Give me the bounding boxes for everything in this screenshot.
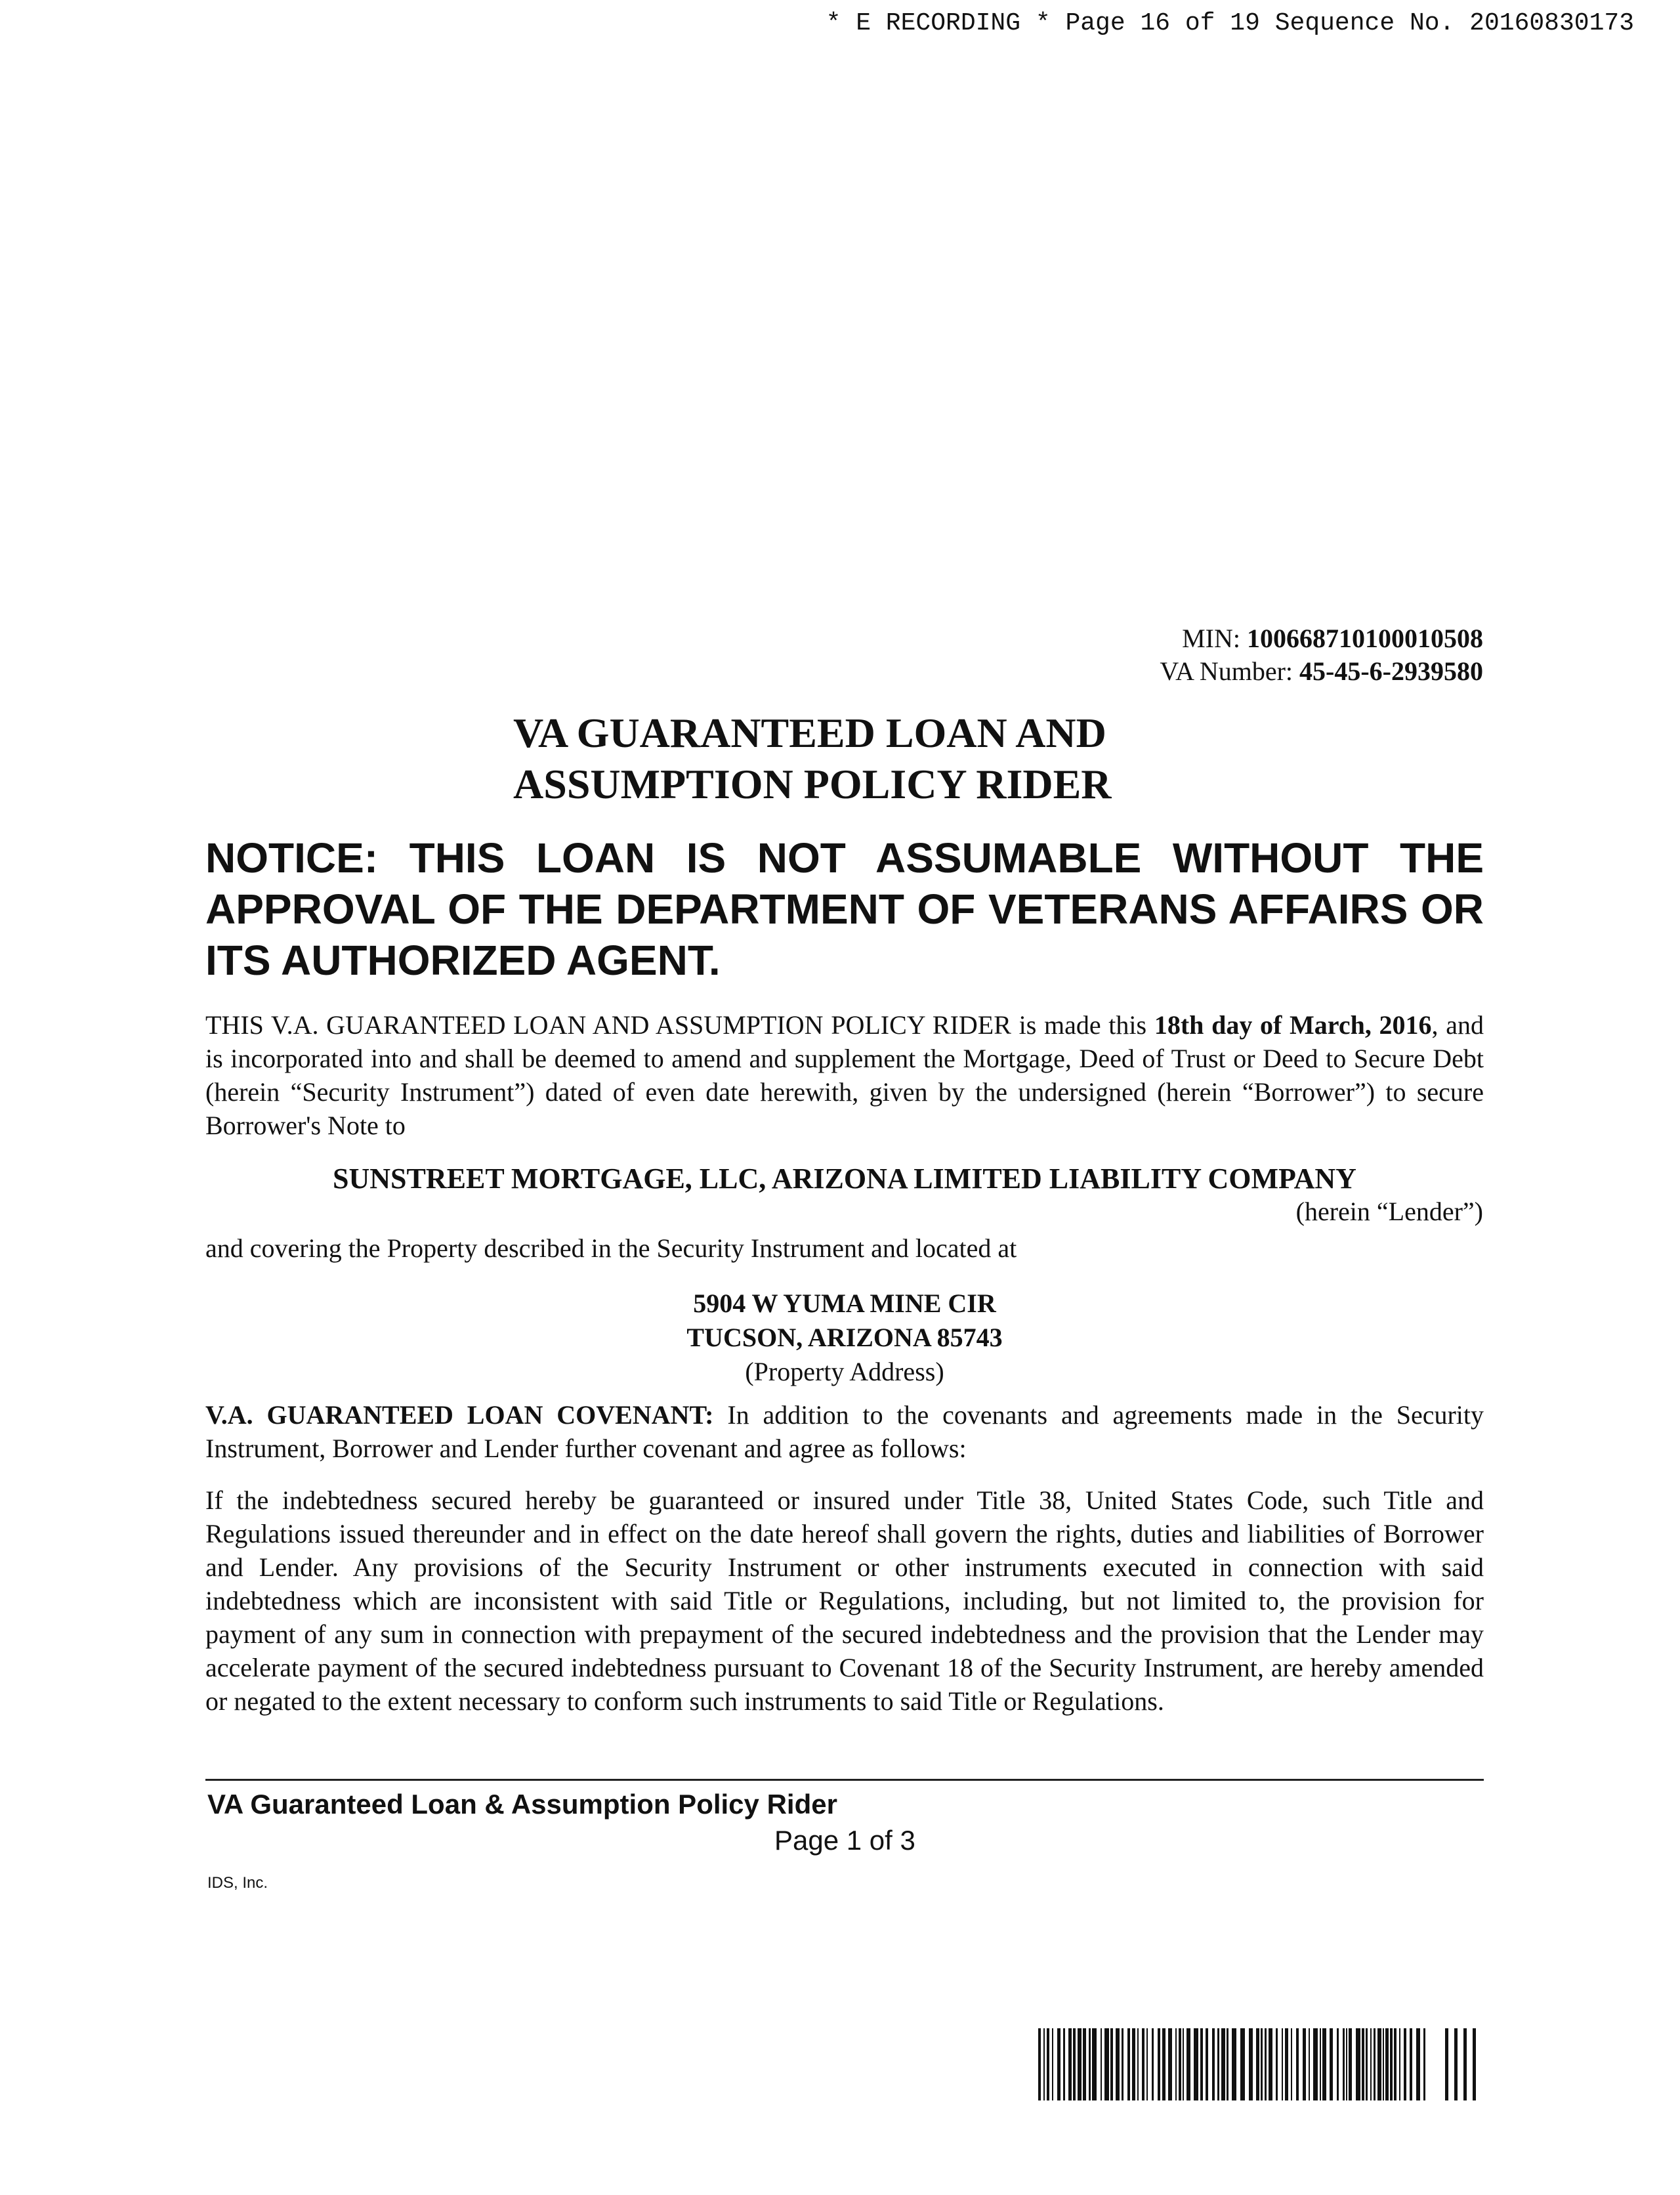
rider-date: 18th day of March, 2016 — [1154, 1010, 1432, 1040]
title-line-1: VA GUARANTEED LOAN AND — [513, 710, 1106, 756]
footer-divider — [205, 1779, 1484, 1781]
intro-text-2: , and is incorporated into and shall be deemed to amend and supplement the Mortgage, Deed of Trust or Deed to Secure Debt (herein “Security Instrument”) dated of even date herewith, given by the undersigned (herein “Borrower”) to secure Borrower's Note to — [205, 1010, 1484, 1140]
lender-name: SUNSTREET MORTGAGE, LLC, ARIZONA LIMITED LIABILITY COMPANY — [333, 1162, 1356, 1195]
recording-header: * E RECORDING * Page 16 of 19 Sequence No. 20160830173 — [826, 9, 1634, 37]
va-number-line — [1160, 655, 1483, 688]
footer-title: VA Guaranteed Loan & Assumption Policy Rider — [207, 1789, 837, 1820]
title-line-2: ASSUMPTION POLICY RIDER — [513, 761, 1112, 807]
intro-text-1: THIS V.A. GUARANTEED LOAN AND ASSUMPTION POLICY RIDER is made this — [205, 1010, 1154, 1040]
property-address — [205, 1287, 1484, 1389]
barcode — [1038, 2028, 1484, 2100]
document-title — [513, 708, 1112, 810]
assumption-notice: NOTICE: THIS LOAN IS NOT ASSUMABLE WITHOUT THE APPROVAL OF THE DEPARTMENT OF VETERANS AFFAIRS OR ITS AUTHORIZED AGENT. — [205, 834, 1484, 984]
page-number: Page 1 of 3 — [774, 1825, 915, 1856]
lender-herein-label: (herein “Lender”) — [1295, 1197, 1483, 1226]
min-value: 100668710100010508 — [1247, 624, 1483, 653]
loan-identifiers — [1160, 622, 1483, 688]
va-number-value: 45-45-6-2939580 — [1299, 656, 1483, 686]
va-number-label: VA Number: — [1160, 656, 1293, 686]
covenant-text: In addition to the covenants and agreements made in the Security Instrument, Borrower and Lender further covenant and agree as follows: — [205, 1400, 1484, 1463]
footer-company: IDS, Inc. — [207, 1874, 268, 1892]
property-intro: and covering the Property described in the Security Instrument and located at — [205, 1233, 1017, 1263]
covenant-paragraph — [205, 1398, 1484, 1465]
covenant-heading: V.A. GUARANTEED LOAN COVENANT: — [205, 1400, 714, 1430]
min-line — [1160, 622, 1483, 655]
address-line-1: 5904 W YUMA MINE CIR — [693, 1289, 996, 1318]
address-label: (Property Address) — [745, 1357, 944, 1386]
address-line-2: TUCSON, ARIZONA 85743 — [686, 1323, 1003, 1352]
covenant-body: If the indebtedness secured hereby be guaranteed or insured under Title 38, United States Code, such Title and Regulations issued thereunder and in effect on the date hereof shall govern the rights, duties and liabilities of Borrower and Lender. Any provisions of the Security Instrument or other instruments executed in connection with said indebtedness which are inconsistent with said Title or Regulations, including, but not limited to, the provision for payment of any sum in connection with prepayment of the secured indebtedness and the provision that the Lender may accelerate payment of the secured indebtedness pursuant to Covenant 18 of the Security Instrument, are hereby amended or negated to the extent necessary to conform such instruments to said Title or Regulations. — [205, 1485, 1484, 1716]
intro-paragraph — [205, 1008, 1484, 1142]
min-label: MIN: — [1182, 624, 1240, 653]
